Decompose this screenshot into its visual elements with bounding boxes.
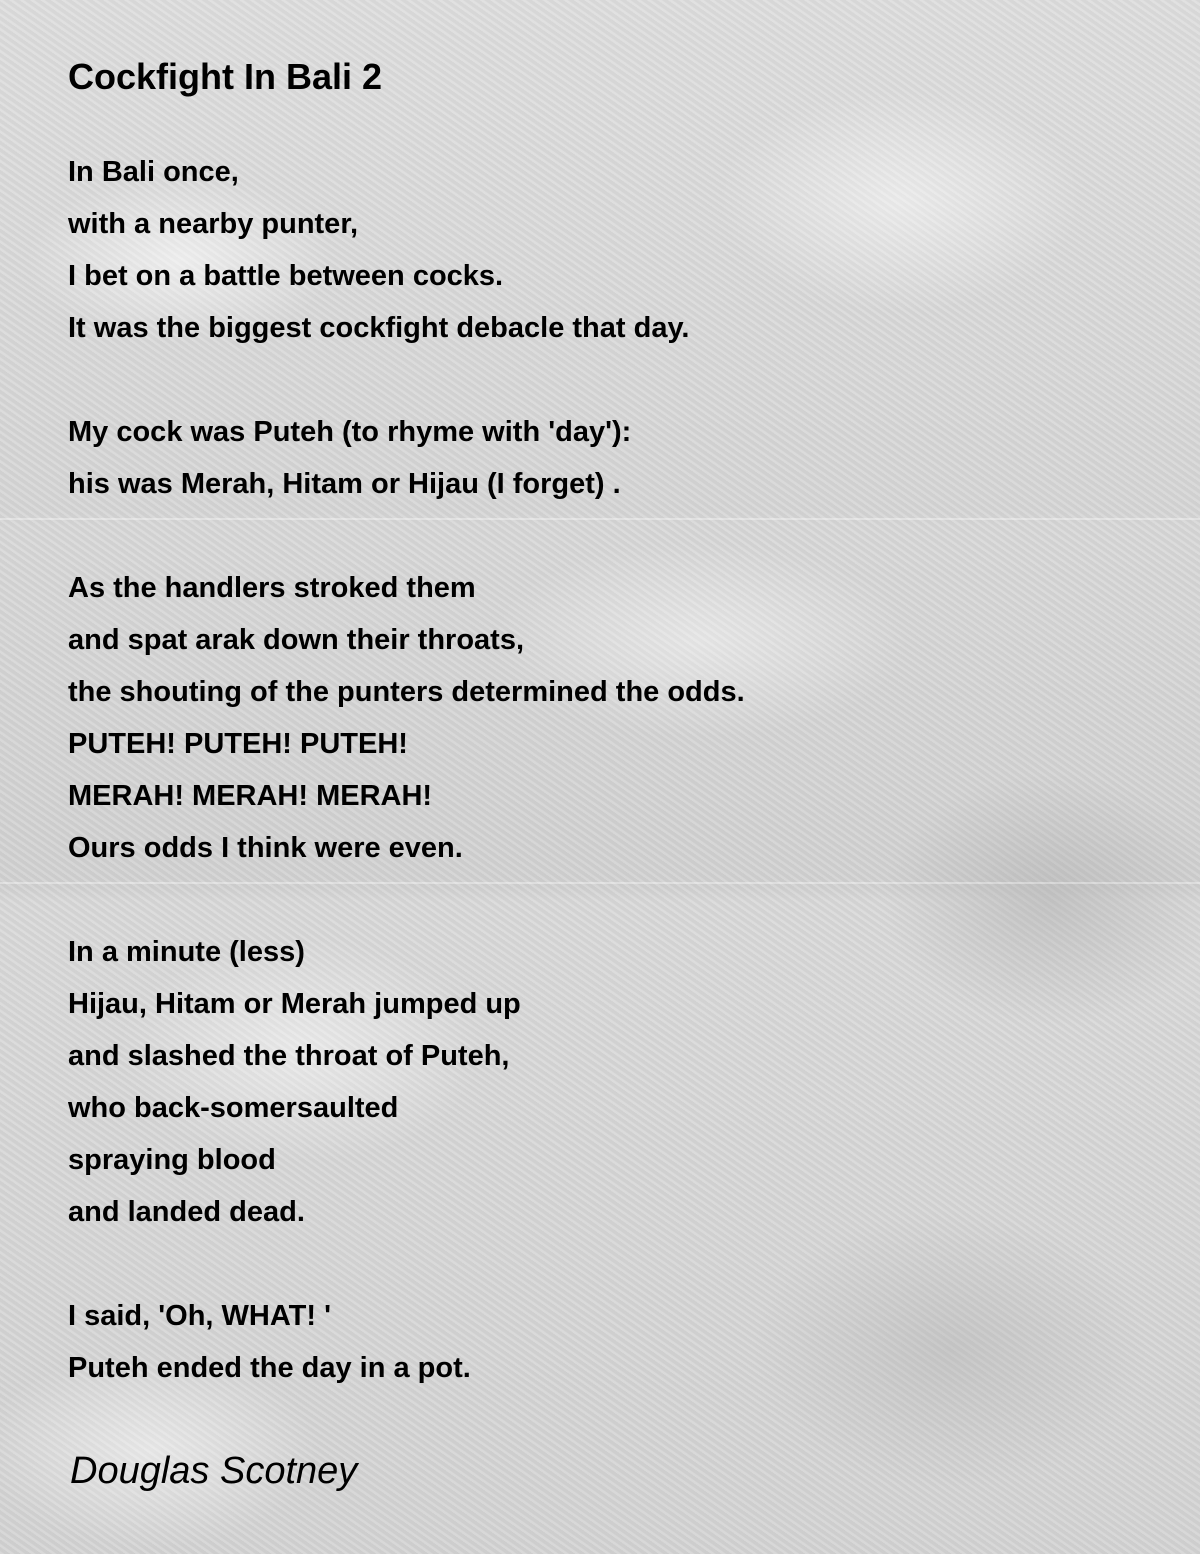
poem-line: and spat arak down their throats, bbox=[68, 624, 525, 656]
poem-card bbox=[68, 50, 1158, 1496]
poem-title: Cockfight In Bali 2 bbox=[68, 56, 383, 97]
poem-line: with a nearby punter, bbox=[68, 208, 359, 240]
poem-line: It was the biggest cockfight debacle that day. bbox=[68, 312, 690, 344]
stanza bbox=[68, 146, 1158, 354]
poem-line: the shouting of the punters determined the odds. bbox=[68, 676, 745, 708]
poem-line: I said, 'Oh, WHAT! ' bbox=[68, 1300, 331, 1332]
poem-line: I bet on a battle between cocks. bbox=[68, 260, 504, 292]
poem-line: PUTEH! PUTEH! PUTEH! bbox=[68, 728, 408, 760]
stanza bbox=[68, 406, 1158, 510]
poem-line: Ours odds I think were even. bbox=[68, 832, 463, 864]
poem-line: and slashed the throat of Puteh, bbox=[68, 1040, 510, 1072]
poem-line: and landed dead. bbox=[68, 1196, 305, 1228]
poem-line: In a minute (less) bbox=[68, 936, 305, 968]
stanza bbox=[68, 562, 1158, 874]
poem-line: his was Merah, Hitam or Hijau (I forget) . bbox=[68, 468, 621, 500]
poem-line: MERAH! MERAH! MERAH! bbox=[68, 780, 433, 812]
poem-line: As the handlers stroked them bbox=[68, 572, 476, 604]
poem-line: spraying blood bbox=[68, 1144, 276, 1176]
poem-line: My cock was Puteh (to rhyme with 'day'): bbox=[68, 416, 632, 448]
poem-line: Puteh ended the day in a pot. bbox=[68, 1352, 471, 1384]
stanza bbox=[68, 926, 1158, 1238]
poem-line: who back-somersaulted bbox=[68, 1092, 399, 1124]
poem-author: Douglas Scotney bbox=[70, 1450, 358, 1492]
poem-line: Hijau, Hitam or Merah jumped up bbox=[68, 988, 521, 1020]
poem-line: In Bali once, bbox=[68, 156, 239, 188]
stanza bbox=[68, 1290, 1158, 1394]
